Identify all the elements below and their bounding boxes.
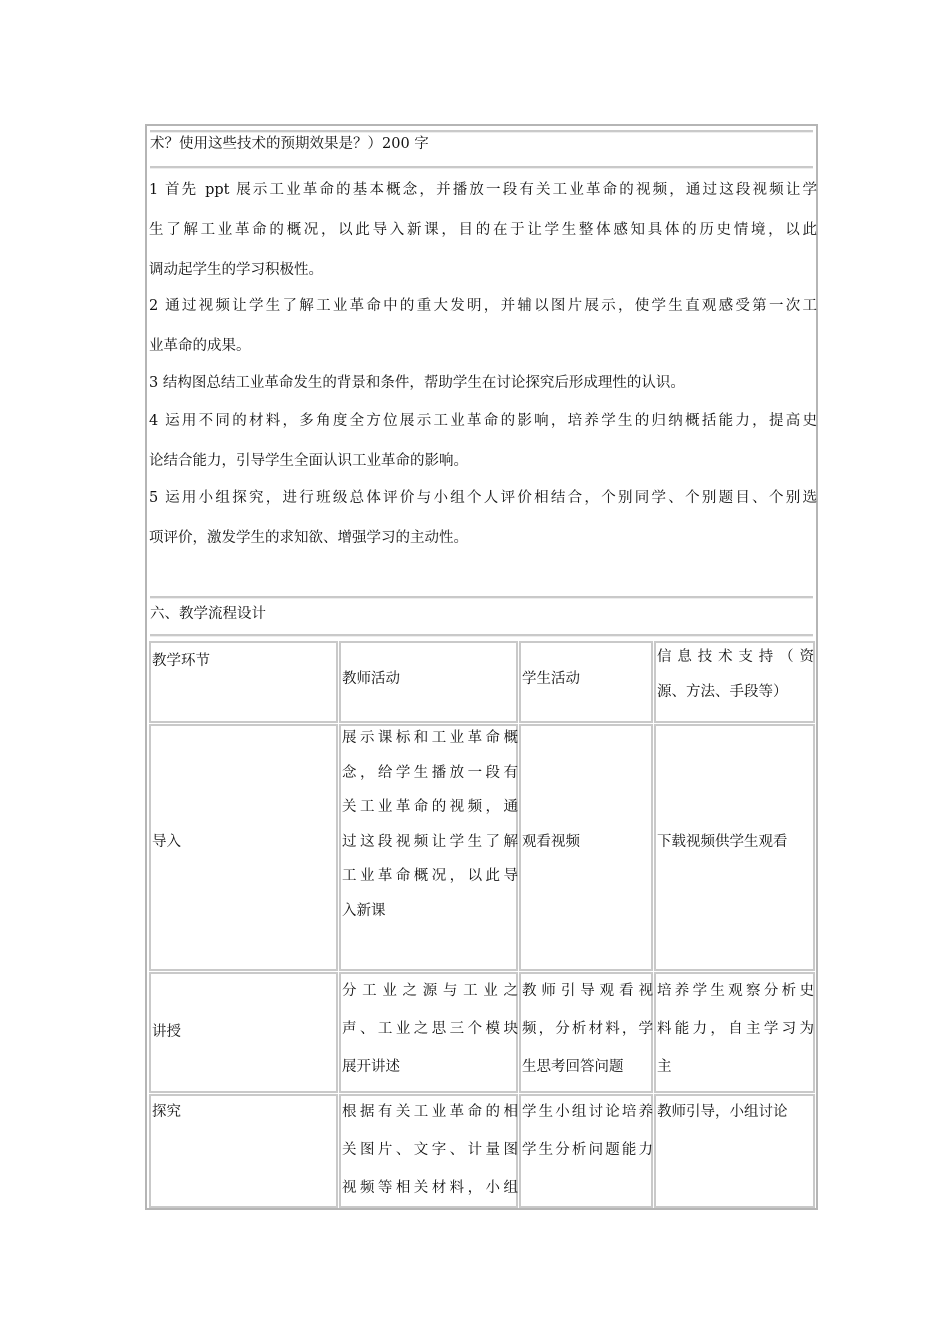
cell-line: 关图片、文字、计量图 [342, 1142, 518, 1158]
row-explore-teacher [342, 1093, 518, 1207]
cell-line: 入新课 [342, 902, 386, 919]
divider [150, 596, 813, 599]
paragraph-3 [149, 363, 817, 403]
header-tech-line: 源、方法、手段等） [657, 683, 788, 700]
paragraph-2 [149, 286, 817, 366]
cell-line: 关工业革命的视频，通 [342, 799, 518, 816]
paragraph-line: 4 运用不同的材料，多角度全方位展示工业革命的影响，培养学生的归纳概括能力，提高史 [149, 413, 817, 429]
intro-line: 术？使用这些技术的预期效果是？）200 字 [150, 136, 429, 152]
cell-line: 生思考回答问题 [522, 1059, 624, 1075]
row-lecture-student-cell [519, 972, 653, 1093]
paragraph-line: 3 结构图总结工业革命发生的背景和条件，帮助学生在讨论探究后形成理性的认识。 [149, 375, 685, 391]
row-intro-stage-cell [149, 724, 338, 971]
row-intro-teacher [342, 721, 518, 929]
row-lecture-stage: 讲授 [152, 1024, 181, 1040]
header-cell-stage [149, 641, 338, 723]
row-intro-teacher-cell [339, 724, 518, 971]
row-intro-tech: 下载视频供学生观看 [657, 834, 788, 850]
cell-line: 主 [657, 1059, 672, 1075]
row-intro-stage: 导入 [152, 834, 181, 850]
divider [150, 634, 813, 637]
row-intro-student: 观看视频 [522, 834, 580, 850]
paragraph-line: 5 运用小组探究，进行班级总体评价与小组个人评价相结合，个别同学、个别题目、个别选 [149, 490, 817, 506]
paragraph-line: 调动起学生的学习积极性。 [149, 262, 323, 278]
header-cell-student [519, 641, 653, 723]
row-lecture-tech-cell [654, 972, 815, 1093]
cell-line: 展示课标和工业革命概 [342, 730, 518, 746]
row-explore-tech: 教师引导，小组讨论 [657, 1104, 788, 1120]
paragraph-5 [149, 478, 817, 558]
cell-line: 教师引导观看视 [522, 983, 653, 999]
paragraph-1 [149, 170, 817, 290]
paragraph-line: 项评价，激发学生的求知欲、增强学习的主动性。 [149, 530, 468, 546]
divider [150, 130, 813, 133]
cell-line: 过这段视频让学生了解 [342, 833, 518, 850]
header-tech [657, 640, 814, 709]
row-explore-student-cell [519, 1094, 653, 1208]
row-intro-tech-cell [654, 724, 815, 971]
cell-line: 视频等相关材料，小组 [342, 1180, 518, 1196]
row-lecture-teacher-cell [339, 972, 518, 1093]
header-cell-teacher [339, 641, 518, 723]
cell-line: 展开讲述 [342, 1059, 400, 1075]
row-lecture-tech [657, 972, 814, 1086]
row-explore-student [522, 1093, 653, 1169]
row-lecture-teacher [342, 972, 518, 1086]
row-explore-stage-cell [149, 1094, 338, 1208]
row-explore-tech-cell [654, 1094, 815, 1208]
row-lecture-student [522, 972, 653, 1086]
cell-line: 根据有关工业革命的相 [342, 1104, 518, 1120]
row-intro-student-cell [519, 724, 653, 971]
cell-line: 分工业之源与工业之 [342, 983, 518, 999]
paragraph-line: 1 首先 ppt 展示工业革命的基本概念，并播放一段有关工业革命的视频，通过这段视频让学 [149, 182, 817, 198]
cell-line: 培养学生观察分析史 [657, 983, 814, 999]
paragraph-line: 2 通过视频让学生了解工业革命中的重大发明，并辅以图片展示，使学生直观感受第一次工 [149, 298, 817, 314]
divider [150, 166, 813, 169]
header-teacher: 教师活动 [342, 671, 400, 687]
row-explore-teacher-cell [339, 1094, 518, 1208]
cell-line: 学生分析问题能力 [522, 1142, 653, 1158]
paragraph-line: 论结合能力，引导学生全面认识工业革命的影响。 [149, 453, 468, 469]
paragraph-4 [149, 401, 817, 481]
cell-line: 念，给学生播放一段有 [342, 764, 518, 781]
cell-line: 料能力，自主学习为 [657, 1021, 814, 1037]
section-title: 六、教学流程设计 [150, 606, 266, 622]
header-cell-tech [654, 641, 815, 723]
header-student: 学生活动 [522, 671, 580, 687]
cell-line: 工业革命概况，以此导 [342, 868, 518, 885]
paragraph-line: 业革命的成果。 [149, 338, 251, 354]
row-explore-stage: 探究 [152, 1104, 181, 1120]
header-stage: 教学环节 [152, 653, 210, 669]
cell-line: 学生小组讨论培养 [522, 1104, 653, 1120]
row-lecture-stage-cell [149, 972, 338, 1093]
paragraph-line: 生了解工业革命的概况，以此导入新课，目的在于让学生整体感知具体的历史情境，以此 [149, 222, 817, 238]
cell-line: 声、工业之思三个模块 [342, 1021, 518, 1037]
header-tech-line: 信息技术支持（资 [657, 649, 814, 665]
document-frame [145, 124, 818, 1210]
cell-line: 频，分析材料，学 [522, 1021, 653, 1037]
